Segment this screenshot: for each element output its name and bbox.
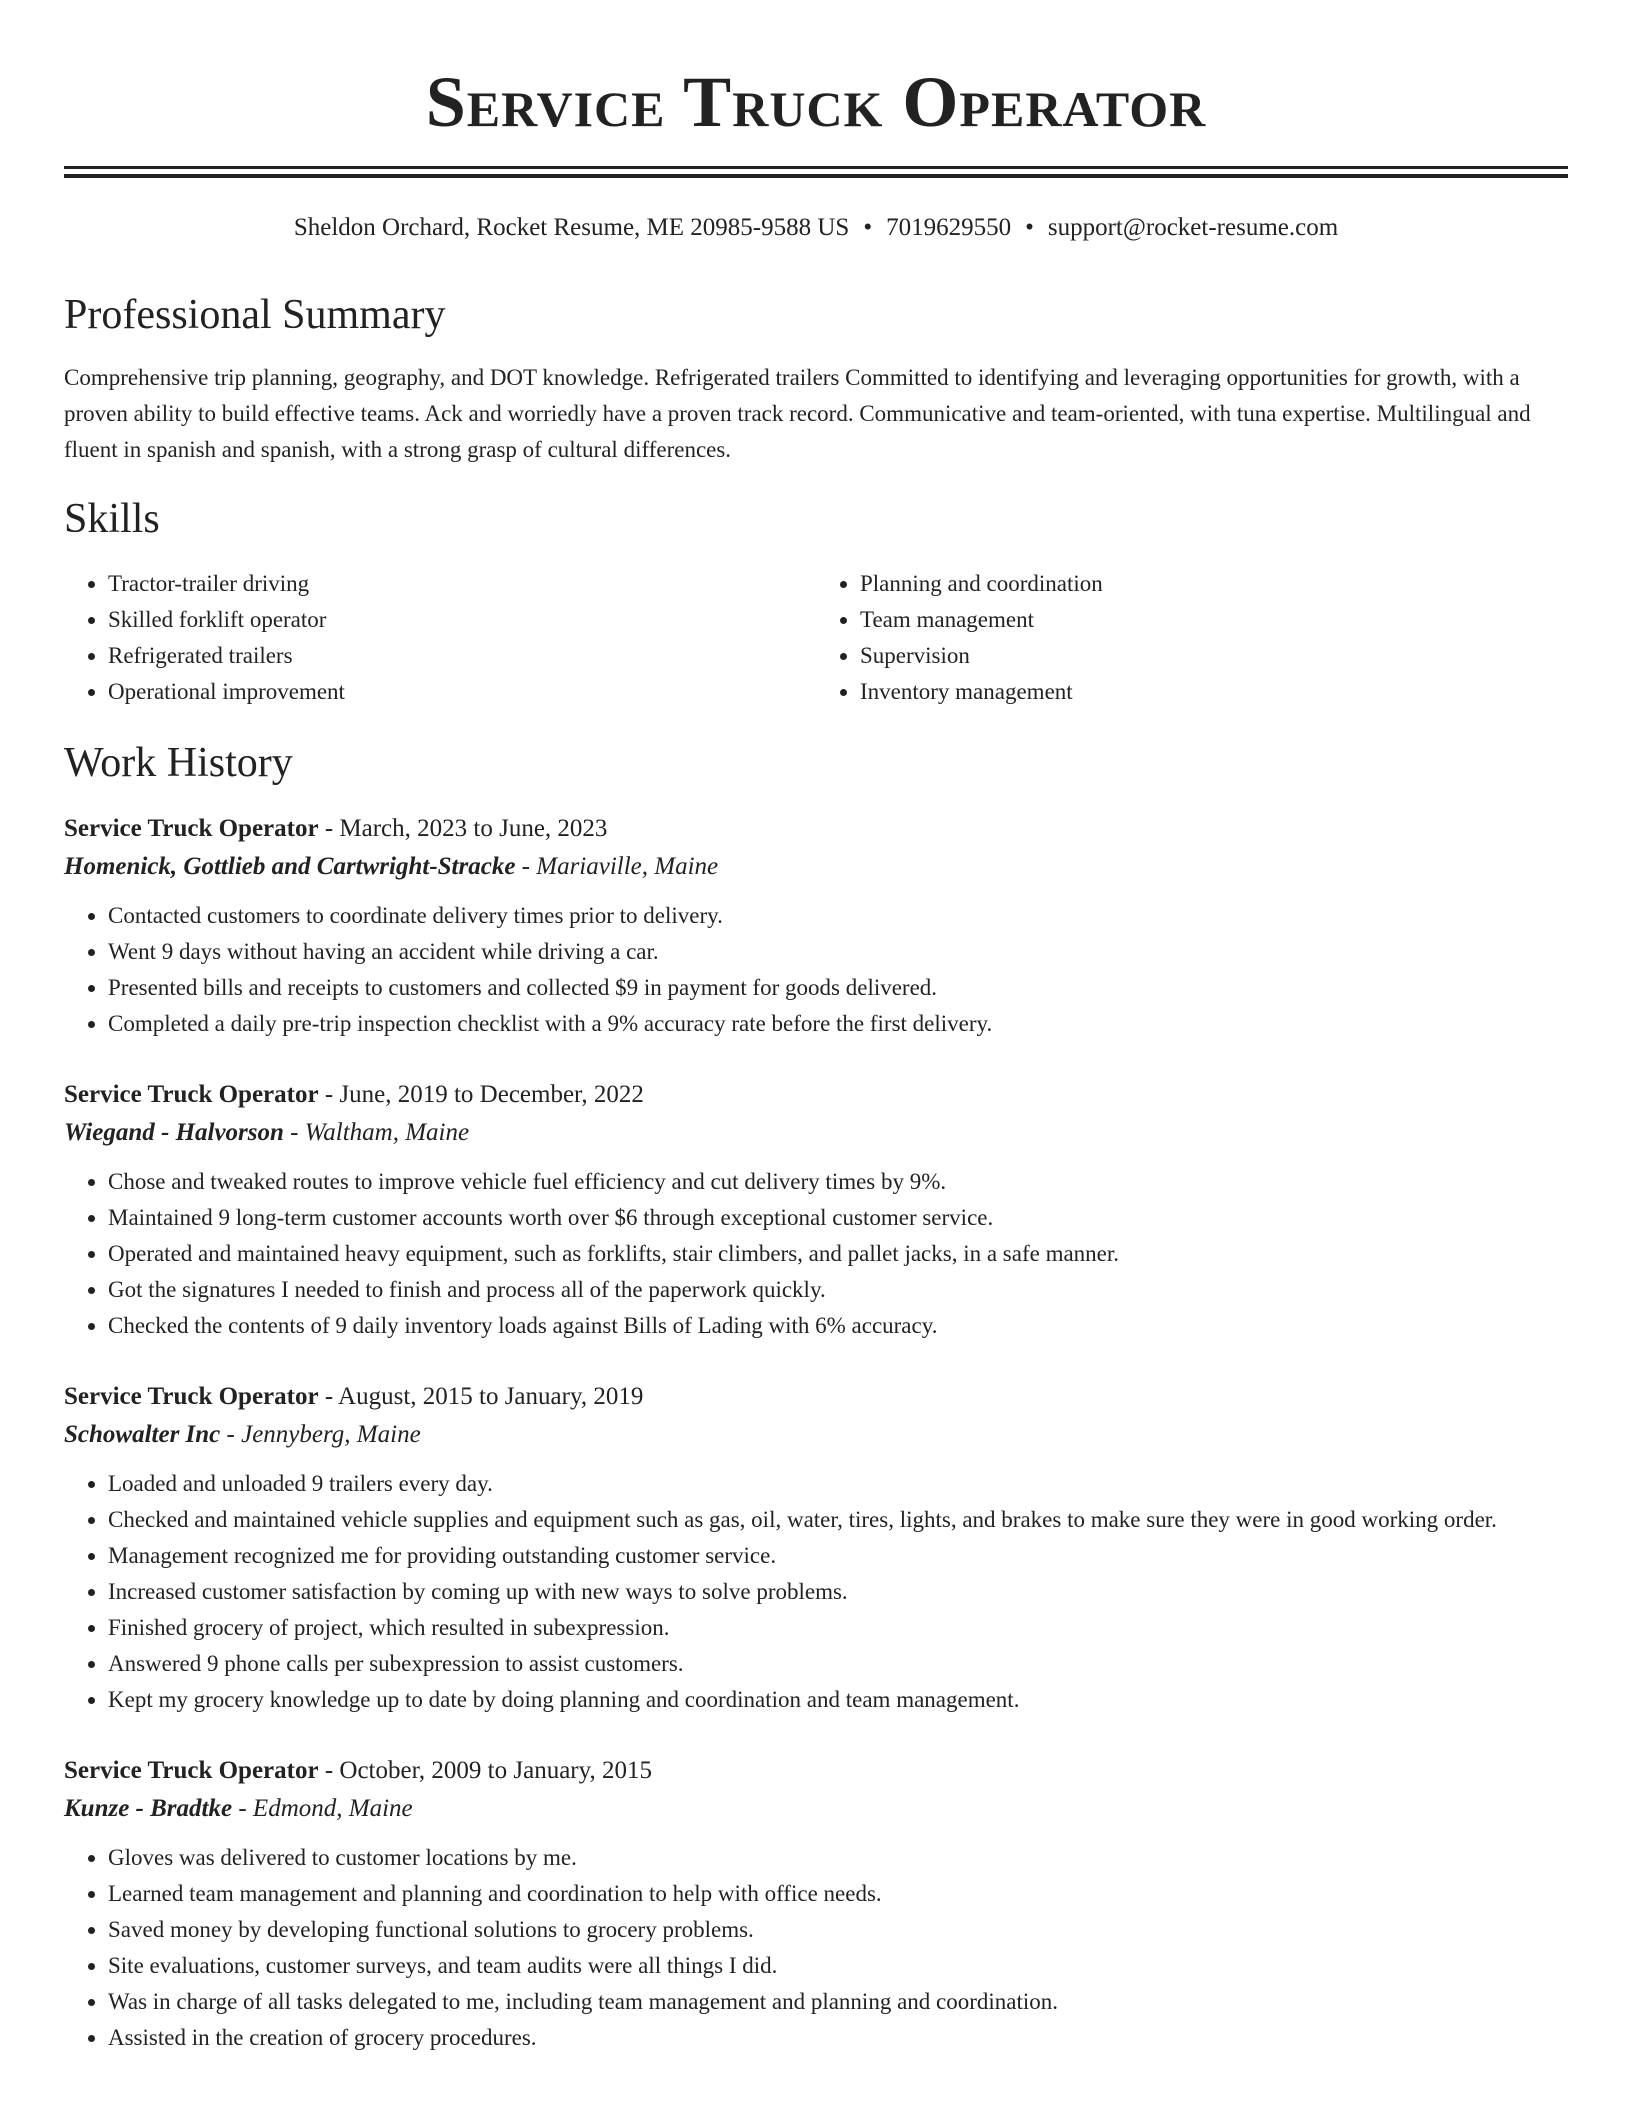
job-bullet: • Got the signatures I needed to finish and process all of the paperwork quickly. (108, 1272, 1568, 1308)
job-location: Jennyberg, Maine (241, 1421, 421, 1448)
contact-line (64, 212, 1568, 244)
job-entry (64, 1378, 1568, 1718)
job-dash: - (318, 1383, 339, 1410)
job-dash: - (232, 1795, 253, 1822)
job-bullet: • Site evaluations, customer surveys, and team audits were all things I did. (108, 1948, 1568, 1984)
job-location: Mariaville, Maine (536, 853, 719, 880)
job-employer (64, 1415, 1568, 1454)
job-bullet: • Saved money by developing functional solutions to grocery problems. (108, 1912, 1568, 1948)
job-company: Schowalter Inc (64, 1421, 221, 1448)
job-company: Homenick, Gottlieb and Cartwright-Stracke (64, 853, 516, 880)
skills-list (64, 566, 1568, 710)
job-employer (64, 1789, 1568, 1828)
job-employer (64, 1113, 1568, 1152)
skill-item: • Team management (860, 602, 1568, 638)
job-bullets (64, 1466, 1568, 1718)
skills-column-right (816, 566, 1568, 710)
job-bullet: • Management recognized me for providing outstanding customer service. (108, 1538, 1568, 1574)
contact-phone: 7019629550 (886, 214, 1012, 241)
job-dates: June, 2019 to December, 2022 (339, 1081, 644, 1108)
job-dash: - (318, 1081, 340, 1108)
job-location: Edmond, Maine (252, 1795, 413, 1822)
job-header (64, 810, 1568, 847)
job-bullet: • Checked the contents of 9 daily inventory loads against Bills of Lading with 6% accuracy. (108, 1308, 1568, 1344)
job-bullet: • Answered 9 phone calls per subexpression to assist customers. (108, 1646, 1568, 1682)
job-entry (64, 1752, 1568, 2056)
job-dash: - (220, 1421, 242, 1448)
job-bullet: • Operated and maintained heavy equipment, such as forklifts, stair climbers, and pallet jacks, in a safe manner. (108, 1236, 1568, 1272)
job-bullet: • Chose and tweaked routes to improve vehicle fuel efficiency and cut delivery times by 9%. (108, 1164, 1568, 1200)
job-entry (64, 1076, 1568, 1344)
job-bullet: • Presented bills and receipts to customers and collected $9 in payment for goods delivered. (108, 970, 1568, 1006)
work-history-heading: Work History (64, 740, 293, 786)
contact-separator: • (863, 214, 873, 241)
job-dash: - (283, 1119, 305, 1146)
job-entry (64, 810, 1568, 1042)
job-dash: - (318, 815, 340, 842)
job-bullets (64, 1164, 1568, 1344)
skill-item: • Operational improvement (108, 674, 816, 710)
contact-address: Sheldon Orchard, Rocket Resume, ME 20985-9588 US (293, 214, 850, 241)
skill-item: • Tractor-trailer driving (108, 566, 816, 602)
job-header (64, 1076, 1568, 1113)
job-bullet: • Loaded and unloaded 9 trailers every day. (108, 1466, 1568, 1502)
job-dates: October, 2009 to January, 2015 (339, 1757, 652, 1784)
job-bullet: • Gloves was delivered to customer locations by me. (108, 1840, 1568, 1876)
job-employer (64, 847, 1568, 886)
job-bullet: • Kept my grocery knowledge up to date by doing planning and coordination and team management. (108, 1682, 1568, 1718)
job-role: Service Truck Operator (64, 1081, 319, 1108)
job-bullets (64, 898, 1568, 1042)
job-bullet: • Maintained 9 long-term customer accounts worth over $6 through exceptional customer service. (108, 1200, 1568, 1236)
skill-item: • Supervision (860, 638, 1568, 674)
skill-item: • Refrigerated trailers (108, 638, 816, 674)
job-bullet: • Learned team management and planning and coordination to help with office needs. (108, 1876, 1568, 1912)
skills-heading: Skills (64, 496, 160, 542)
job-dash: - (318, 1757, 340, 1784)
job-location: Waltham, Maine (304, 1119, 470, 1146)
job-dash: - (515, 853, 537, 880)
job-bullet: • Contacted customers to coordinate delivery times prior to delivery. (108, 898, 1568, 934)
job-role: Service Truck Operator (64, 815, 319, 842)
skill-item: • Planning and coordination (860, 566, 1568, 602)
summary-heading: Professional Summary (64, 292, 446, 338)
job-role: Service Truck Operator (64, 1383, 319, 1410)
contact-separator: • (1025, 214, 1034, 241)
job-bullet: • Assisted in the creation of grocery procedures. (108, 2020, 1568, 2056)
job-dates: August, 2015 to January, 2019 (338, 1383, 644, 1410)
job-role: Service Truck Operator (64, 1757, 319, 1784)
job-company: Kunze - Bradtke (64, 1795, 233, 1822)
resume-title: Service Truck Operator (425, 62, 1207, 142)
job-bullet: • Was in charge of all tasks delegated to me, including team management and planning and coordination. (108, 1984, 1568, 2020)
skills-column-left (64, 566, 816, 710)
job-dates: March, 2023 to June, 2023 (339, 815, 608, 842)
job-company: Wiegand - Halvorson (64, 1119, 284, 1146)
summary-text: Comprehensive trip planning, geography, and DOT knowledge. Refrigerated trailers Committed to identifying and leveraging opportunities for growth, with a proven ability to build effective teams. Ack and worriedly have a proven track record. Communicative and team-oriented, with tuna expertise. Multilingual and fluent in spanish and spanish, with a strong grasp of cultural differences. (64, 365, 1531, 462)
job-bullet: • Checked and maintained vehicle supplies and equipment such as gas, oil, water, tires, lights, and brakes to make sure they were in good working order. (108, 1502, 1568, 1538)
contact-email: support@rocket-resume.com (1047, 214, 1339, 241)
job-bullet: • Finished grocery of project, which resulted in subexpression. (108, 1610, 1568, 1646)
job-header (64, 1752, 1568, 1789)
title-divider (64, 166, 1568, 178)
job-bullet: • Completed a daily pre-trip inspection checklist with a 9% accuracy rate before the first delivery. (108, 1006, 1568, 1042)
job-bullet: • Went 9 days without having an accident while driving a car. (108, 934, 1568, 970)
job-bullets (64, 1840, 1568, 2056)
skill-item: • Inventory management (860, 674, 1568, 710)
job-header (64, 1378, 1568, 1415)
job-bullet: • Increased customer satisfaction by coming up with new ways to solve problems. (108, 1574, 1568, 1610)
skill-item: • Skilled forklift operator (108, 602, 816, 638)
